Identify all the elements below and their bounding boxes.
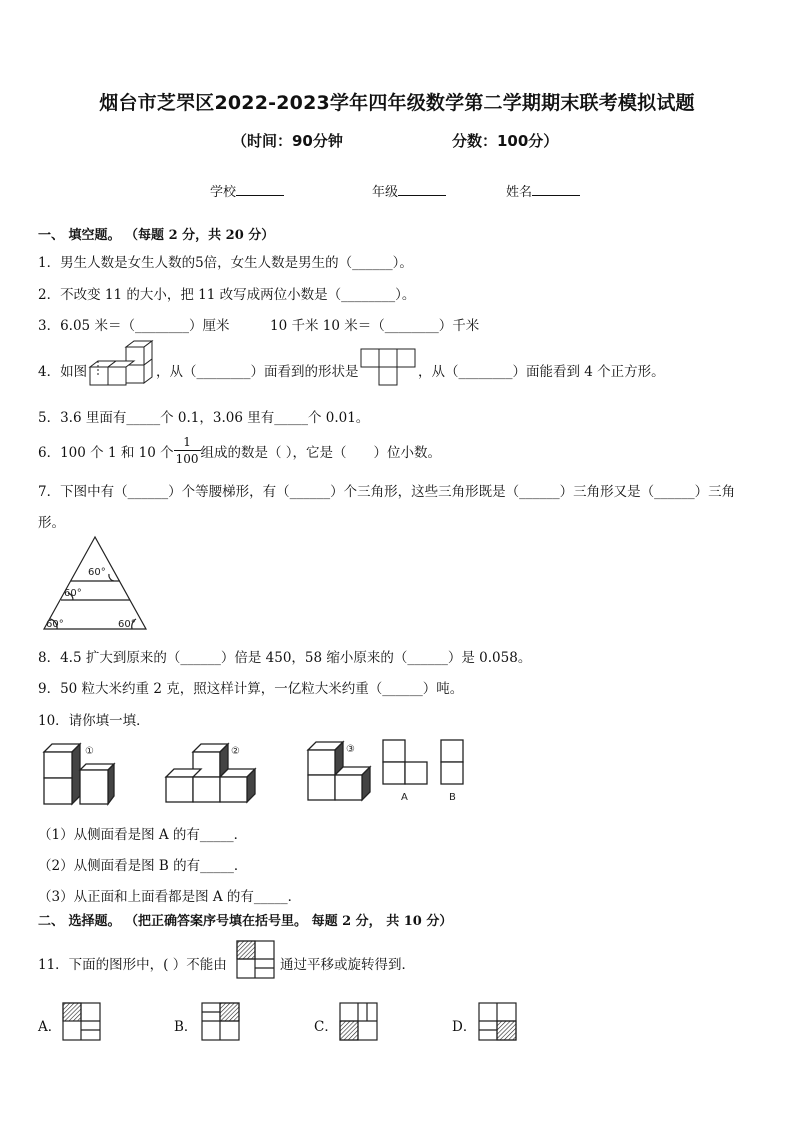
- reference-shape: [236, 940, 276, 980]
- angle-label-bottom-right: 60°: [118, 619, 136, 630]
- question-4-part-b: ，从（________）面看到的形状是: [156, 364, 359, 380]
- name-label: 姓名: [506, 185, 533, 200]
- question-10-3: （3）从正面和上面看都是图 A 的有_____．: [38, 889, 302, 905]
- section1-heading: 一、 填空题。 （每题 2 分，共 20 分）: [38, 228, 275, 243]
- question-7-line-1: 7．下图中有（______）个等腰梯形，有（______）个三角形，这些三角形既是（______）三角形又是（______）三角: [38, 484, 736, 500]
- option-a[interactable]: [38, 1015, 61, 1035]
- angle-label-bottom-left: 60°: [46, 619, 64, 630]
- option-d-label: D．: [452, 1019, 477, 1035]
- question-11-part-a: 11．下面的图形中，( ）不能由: [38, 957, 227, 973]
- view-shape-figure: [360, 348, 418, 386]
- option-a-shape[interactable]: [62, 1002, 102, 1042]
- fraction-numerator: 1: [174, 436, 201, 451]
- question-6-part-a: 6．100 个 1 和 10 个: [38, 444, 174, 461]
- option-d[interactable]: [452, 1015, 476, 1035]
- section2-heading: 二、 选择题。 （把正确答案序号填在括号里。 每题 2 分， 共 10 分）: [38, 914, 453, 929]
- view-b-label: B: [449, 792, 456, 803]
- fraction: [174, 436, 201, 465]
- fraction-denominator: 100: [175, 452, 199, 466]
- option-b-shape[interactable]: [201, 1002, 241, 1042]
- option-d-shape[interactable]: [478, 1002, 518, 1042]
- exam-time: （时间：90分钟: [232, 132, 343, 150]
- question-5: 5．3.6 里面有_____个 0.1，3.06 里有_____个 0.01。: [38, 410, 370, 426]
- grade-field[interactable]: [372, 181, 446, 200]
- cube-figures-row: [38, 738, 518, 810]
- option-c-label: C．: [314, 1019, 338, 1035]
- grade-label: 年级: [372, 185, 399, 200]
- angle-label-top: 60°: [88, 567, 106, 578]
- question-6: [38, 436, 441, 465]
- question-3b: 10 千米 10 米＝（________）千米: [270, 318, 480, 334]
- figure-2-label: ②: [231, 746, 240, 757]
- figure-1-label: ①: [85, 746, 94, 757]
- question-10: 10．请你填一填．: [38, 713, 150, 729]
- question-10-2: （2）从侧面看是图 B 的有_____．: [38, 858, 248, 874]
- page-title: 烟台市芝罘区2022-2023学年四年级数学第二学期期末联考模拟试题: [99, 92, 695, 114]
- question-7-line-2: 形。: [38, 515, 65, 531]
- option-b-label: B．: [174, 1019, 198, 1035]
- question-2: 2．不改变 11 的大小，把 11 改写成两位小数是（________）。: [38, 287, 416, 303]
- triangle-figure: [40, 533, 150, 633]
- question-1: 1．男生人数是女生人数的5倍，女生人数是男生的（______）。: [38, 255, 413, 271]
- question-6-part-b: 组成的数是（ ），它是（ ）位小数。: [200, 444, 442, 461]
- question-4-part-a: 4．如图: [38, 364, 88, 380]
- exam-score: 分数：100分）: [452, 132, 559, 150]
- name-field[interactable]: [506, 181, 580, 200]
- question-4-part-c: ，从（________）面能看到 4 个正方形。: [418, 364, 665, 380]
- school-field[interactable]: [210, 181, 284, 200]
- school-label: 学校: [210, 185, 237, 200]
- question-8: 8．4.5 扩大到原来的（______）倍是 450，58 缩小原来的（______）是 0.058。: [38, 650, 532, 666]
- option-a-label: A．: [38, 1019, 62, 1035]
- option-c[interactable]: [314, 1015, 338, 1035]
- question-10-1: （1）从侧面看是图 A 的有_____．: [38, 827, 248, 843]
- angle-label-middle: 60°: [64, 588, 82, 599]
- question-9: 9．50 粒大米约重 2 克，照这样计算，一亿粒大米约重（______）吨。: [38, 681, 464, 697]
- figure-3-label: ③: [346, 744, 355, 755]
- option-b[interactable]: [174, 1015, 197, 1035]
- question-3a: 3．6.05 米＝（________）厘米: [38, 318, 230, 334]
- view-a-label: A: [401, 792, 408, 803]
- option-c-shape[interactable]: [339, 1002, 379, 1042]
- cube-stack-figure: [86, 339, 156, 391]
- question-11-part-b: 通过平移或旋转得到．: [280, 957, 415, 973]
